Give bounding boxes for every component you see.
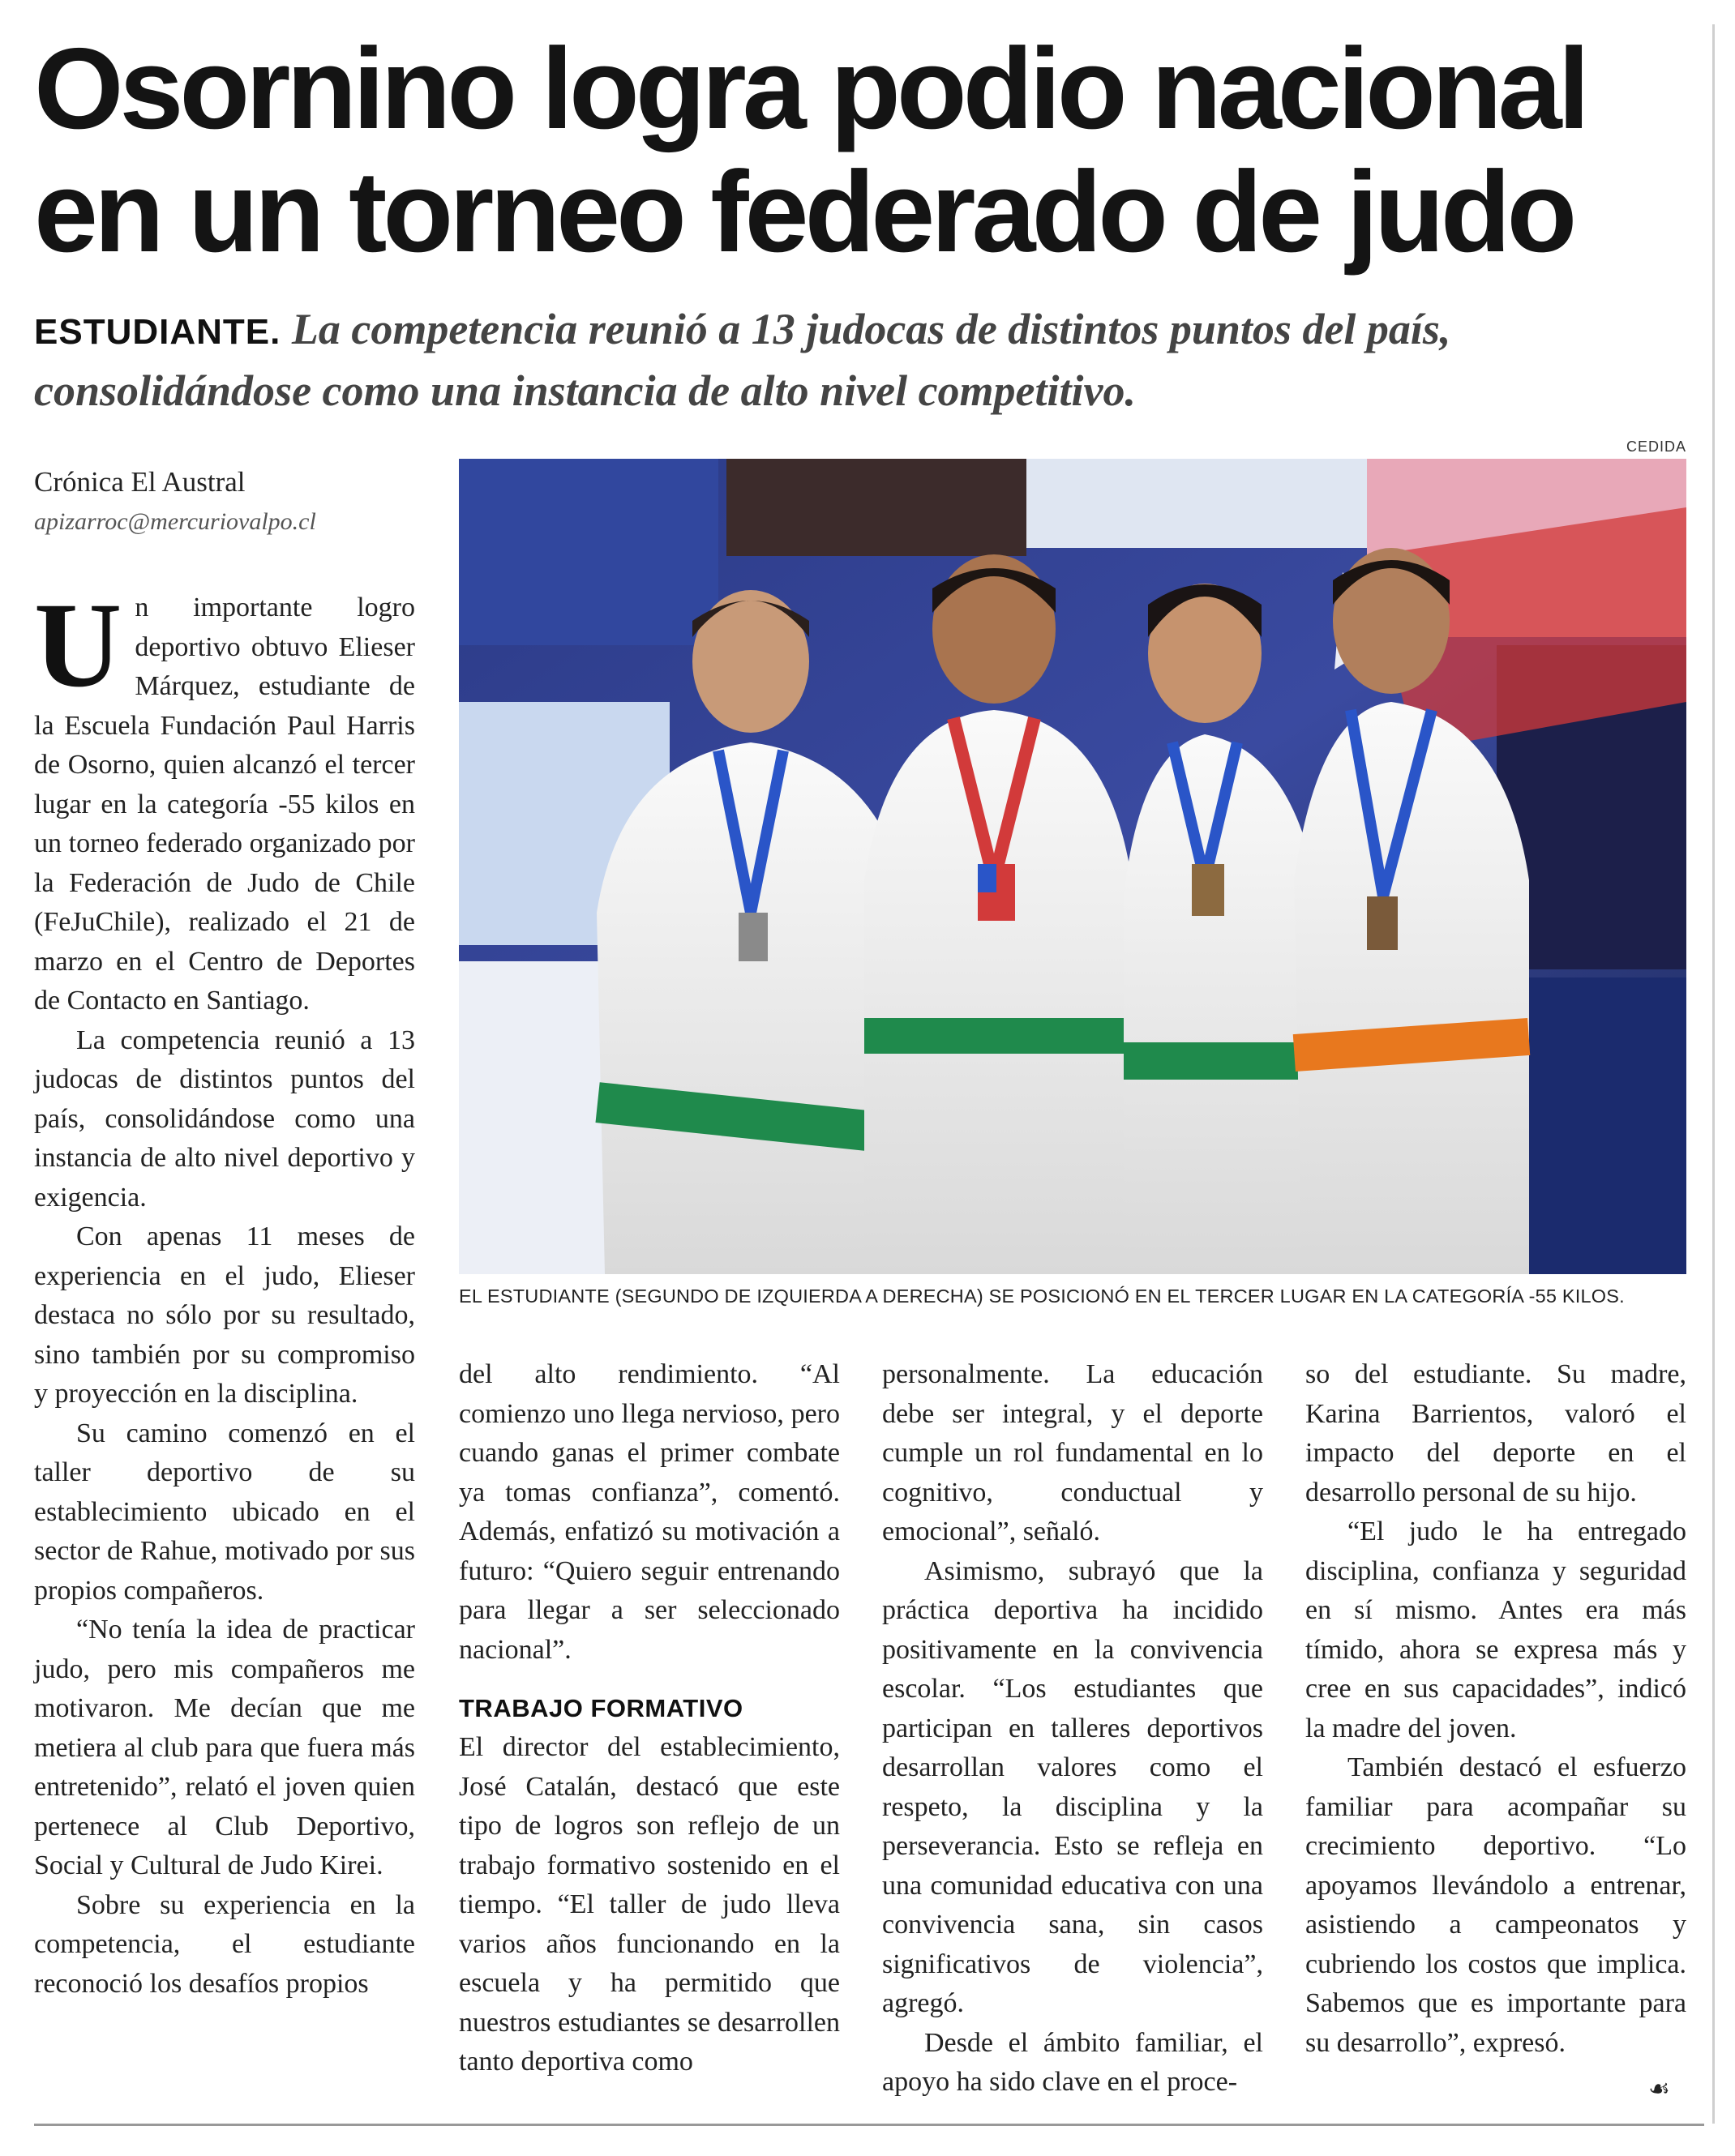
headline-line-1: Osornino logra podio nacional [34,24,1587,153]
paragraph: “No tenía la idea de practicar judo, pero mis compañeros me motivaron. Me decían que me metiera al club para que fuera más entretenido”, relató el joven quien pertenece al Club Deportivo, Social y Cultural de Judo Kirei. [34,1615,415,1880]
body-column-3 [882,1355,1263,2103]
headline [34,24,1696,276]
paragraph: Su camino comenzó en el taller deportivo de su establecimiento ubicado en el sector de Rahue, motivado por sus propios compañeros. [34,1418,415,1606]
subhead: TRABAJO FORMATIVO [459,1694,743,1722]
body-column-4 [1305,1355,1686,2063]
drop-cap: U [34,578,122,712]
body-column-2 [459,1355,840,2082]
author: Crónica El Austral [34,466,246,498]
page-edge-rule [1712,24,1715,2124]
bottom-rule [34,2124,1704,2126]
paragraph: Desde el ámbito familiar, el apoyo ha sido clave en el proce- [882,2027,1263,2097]
photo-illustration [459,459,1686,1274]
article-photo [459,459,1686,1274]
headline-line-2: en un torneo federado de judo [34,148,1574,276]
paragraph: Sobre su experiencia en la competencia, el estudiante reconoció los desafíos propios [34,1889,415,1999]
body-column-1 [34,578,415,2004]
paragraph: El director del establecimiento, José Catalán, destacó que este tipo de logros son reflejo de un trabajo formativo sostenido en el tiempo. “El taller de judo lleva varios años funcionando en la escuela y ha permitido que nuestros estudiantes se desarrollen tanto deportiva como [459,1732,840,2077]
paragraph: Asimismo, subrayó que la práctica deportiva ha incidido positivamente en la convivencia escolar. “Los estudiantes que participan en talleres deportivos desarrollan valores como el respeto, la disciplina y la perseverancia. Esto se refleja en una comunidad educativa con una convivencia sana, sin casos significativos de violencia”, agregó. [882,1555,1263,2018]
deck [34,300,1696,420]
paragraph: Con apenas 11 meses de experiencia en el judo, Elieser destaca no sólo por su resultado, sino también por su compromiso y proyección en la disciplina. [34,1221,415,1409]
paragraph: so del estudiante. Su madre, Karina Barrientos, valoró el impacto del deporte en el desarrollo personal de su hijo. [1305,1359,1686,1508]
end-mark-icon: ☙ [1648,2075,1670,2103]
author-email[interactable]: apizarroc@mercuriovalpo.cl [34,508,316,535]
paragraph: del alto rendimiento. “Al comienzo uno llega nervioso, pero cuando ganas el primer combate ya tomas confianza”, comentó. Además, enfatizó su motivación a futuro: “Quiero seguir entrenando para llegar a ser seleccionado nacional”. [459,1359,840,1665]
photo-caption: EL ESTUDIANTE (SEGUNDO DE IZQUIERDA A DERECHA) SE POSICIONÓ EN EL TERCER LUGAR EN LA CATEGORÍA -55 KILOS. [459,1285,1625,1307]
paragraph: También destacó el esfuerzo familiar para acompañar su crecimiento deportivo. “Lo apoyamos llevándolo a entrenar, asistiendo a campeonatos y cubriendo los costos que implica. Sabemos que es importante para su desarrollo”, expresó. [1305,1752,1686,2058]
photo-credit: CEDIDA [1626,438,1686,455]
paragraph: personalmente. La educación debe ser integral, y el deporte cumple un rol fundamental en lo cognitivo, conductual y emocional”, señaló. [882,1359,1263,1546]
paragraph-text: n importante logro deportivo obtuvo Elieser Márquez, estudiante de la Escuela Fundación Paul Harris de Osorno, quien alcanzó el tercer lugar en la categoría -55 kilos en un torneo federado organizado por la Federación de Judo de Chile (FeJuChile), realizado el 21 de marzo en el Centro de Deportes de Contacto en Santiago. [34,592,415,1016]
deck-text: La competencia reunió a 13 judocas de distintos puntos del país, consolidándose como una instancia de alto nivel competitivo. [34,305,1451,415]
kicker: ESTUDIANTE. [34,312,281,352]
paragraph: La competencia reunió a 13 judocas de distintos puntos del país, consolidándose como una instancia de alto nivel deportivo y exigencia. [34,1025,415,1213]
paragraph [34,578,415,1021]
paragraph: “El judo le ha entregado disciplina, confianza y seguridad en sí mismo. Antes era más tímido, ahora se expresa más y cree en sus capacidades”, indicó la madre del joven. [1305,1516,1686,1743]
byline [34,462,423,541]
